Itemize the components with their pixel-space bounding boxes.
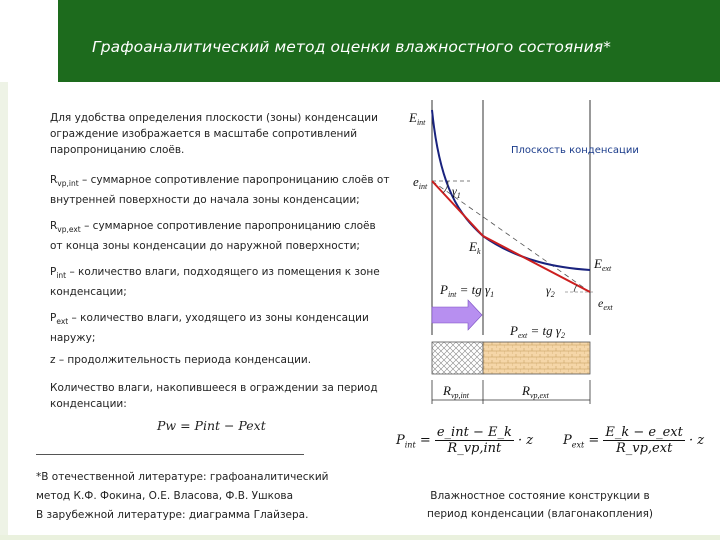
definition: – суммарное сопротивление паропроницанию слоёв от конца зоны конденсации до наружной поверхности; [50, 220, 376, 253]
definition: – количество влаги, подходящего из помещения к зоне конденсации; [50, 266, 380, 299]
pint-numerator: e_int − E_k [436, 425, 512, 440]
label-E-k: $E_k$ [469, 239, 481, 256]
diagram-caption: Влажностное состояние конструкции в период конденсации (влагонакопления) [427, 490, 653, 520]
label-condensation-plane: Плоскость конденсации [511, 145, 639, 156]
pint-mult: · z [517, 433, 534, 448]
label-R-vp-ext: $R_{vp,ext}$ [522, 383, 549, 400]
symbol-sub: int [56, 271, 67, 281]
definition: – суммарное сопротивление паропроницанию слоёв от внутренней поверхности до начала зоны конденсации; [50, 174, 390, 207]
label-R-vp-int: $R_{vp,int}$ [443, 383, 469, 400]
symbol: R [50, 220, 58, 232]
symbol-sub: vp,int [57, 179, 79, 189]
symbol: P [50, 312, 57, 324]
pext-lhs: $P_{ext}$ = [563, 433, 604, 450]
paragraph-z: z – продолжительность периода конденсации. [50, 354, 312, 366]
label-E-ext: $E_{ext}$ [594, 256, 612, 273]
layer-outer [483, 342, 590, 374]
symbol: P [50, 266, 57, 278]
paragraph-accumulated: Количество влаги, накопившееся в ограждении за период конденсации: [50, 382, 378, 410]
pext-fraction [603, 425, 684, 456]
pint-fraction [435, 425, 514, 456]
formula-pext [563, 425, 704, 456]
pext-numerator: E_k − e_ext [605, 425, 683, 440]
pext-mult: · z [689, 433, 705, 448]
layer-inner [432, 342, 483, 374]
label-gamma2: $\gamma_2$ [546, 283, 555, 299]
label-P-ext-eq: $P_{ext}$ = tg $\gamma_2$ [510, 323, 566, 340]
paragraph-intro: Для удобства определения плоскости (зоны) конденсации ограждение изображается в масштабе сопротивлений паропроницанию слоёв. [50, 112, 378, 156]
label-gamma1: $\gamma_1$ [452, 184, 461, 200]
label-E-int: $E_{int}$ [409, 110, 426, 127]
footnote-line-2: В зарубежной литературе: диаграмма Глайзера. [36, 509, 309, 521]
symbol: R [50, 174, 58, 186]
page-title: Графоаналитический метод оценки влажностного состояния* [92, 38, 612, 56]
symbol-sub: ext [56, 317, 69, 327]
symbol-sub: vp,ext [57, 225, 81, 235]
pint-lhs: $P_{int}$ = [396, 433, 435, 450]
footnote-line-1: *В отечественной литературе: графоаналитический метод К.Ф. Фокина, О.Е. Власова, Ф.В. Ушкова [36, 471, 329, 502]
label-P-int-eq: $P_{int}$ = tg $\gamma_1$ [440, 282, 495, 299]
pext-denominator: R_vp,ext [615, 441, 673, 456]
pint-denominator: R_vp,int [447, 441, 502, 456]
definition: – количество влаги, уходящего из зоны конденсации наружу; [50, 312, 369, 345]
label-e-int: $e_{int}$ [413, 174, 428, 191]
label-e-ext: $e_{ext}$ [598, 296, 613, 312]
formula-pw: Pw = Pint − Pext [157, 418, 266, 433]
formula-pint [396, 425, 533, 456]
